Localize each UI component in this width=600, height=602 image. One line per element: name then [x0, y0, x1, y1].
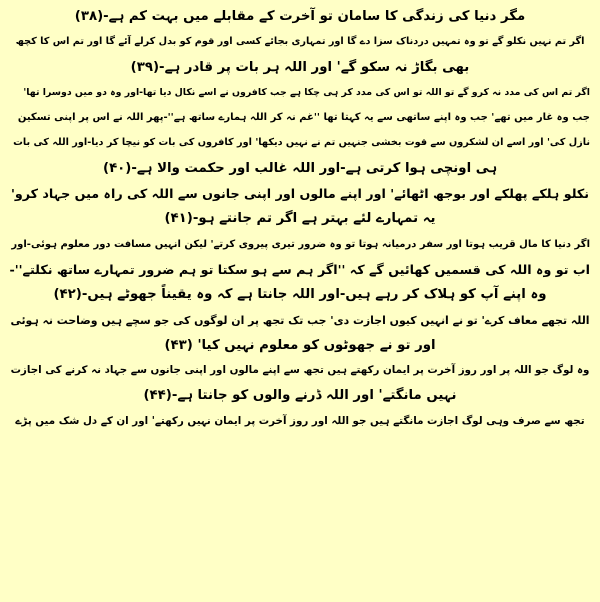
verse-line: تجھ سے صرف وہی لوگ اجازت مانگتے ہیں جو اللہ اور روز آخرت پر ایمان نہیں رکھتے' اور ان کے دل شک میں پڑے [15, 414, 585, 427]
verse-line: اگر تم نہیں نکلو گے تو وہ تمہیں دردناک سزا دے گا اور تمہاری بجائے کسی اور قوم کو بدل کرلے آئے گا اور تم اس کا کچھ [15, 36, 585, 48]
verse-line: اگر تم اس کی مدد نہ کرو گے تو اللہ تو اس کی مدد کر ہی چکا ہے جب کافروں نے اسے نکال دیا تھا-اور وہ دو میں دوسرا تھا' [23, 86, 590, 98]
verse-line: مگر دنیا کی زندگی کا سامان تو آخرت کے مقابلے میں بہت کم ہے-(۳۸) [74, 9, 526, 24]
verse-line: وہ لوگ جو اللہ پر اور روز آخرت پر ایمان رکھتے ہیں تجھ سے اپنے مالوں اور اپنی جانوں سے جہاد نہ کرنے کی اجازت [10, 364, 590, 377]
verse-line: اللہ تجھے معاف کرے' تو نے انہیں کیوں اجازت دی' جب تک تجھ پر ان لوگوں کی جو سچے ہیں وضاحت نہ ہوئی [10, 313, 590, 327]
verse-line: اب تو وہ اللہ کی قسمیں کھائیں گے کہ ''اگر ہم سے ہو سکتا تو ہم ضرور تمہارے ساتھ نکلتے''- [10, 261, 590, 277]
verse-line: اگر دنیا کا مال قریب ہوتا اور سفر درمیانہ ہوتا تو وہ ضرور تیری پیروی کرتے' لیکن انہیں مسافت دور معلوم ہوئی-اور [11, 238, 590, 250]
verse-line: نہیں مانگتے' اور اللہ ڈرنے والوں کو جانتا ہے-(۴۴) [143, 388, 457, 404]
verse-line: وہ اپنے آپ کو ہلاک کر رہے ہیں-اور اللہ جانتا ہے کہ وہ یقیناً جھوٹے ہیں-(۴۲) [53, 287, 547, 303]
verse-line: جب وہ غار میں تھے' جب وہ اپنے ساتھی سے یہ کہتا تھا ''غم نہ کر اللہ ہمارے ساتھ ہے''-پھر اللہ نے اس پر اپنی تسکین [17, 112, 590, 124]
verse-line: ہی اونچی ہوا کرتی ہے-اور اللہ غالب اور حکمت والا ہے-(۴۰) [102, 160, 497, 176]
verse-line: نازل کی' اور اسے ان لشکروں سے قوت بخشی جنہیں تم نے نہیں دیکھا' اور کافروں کی بات کو نیچا کر دیا-اور اللہ کی بات [13, 137, 590, 149]
verse-line: نکلو ہلکے پھلکے اور بوجھ اٹھائے' اور اپنے مالوں اور اپنی جانوں سے اللہ کی راہ میں جہاد کرو' [10, 186, 590, 202]
verse-line: اور تو نے جھوٹوں کو معلوم نہیں کیا' (۴۳) [164, 337, 436, 353]
verse-line: بھی بگاڑ نہ سکو گے' اور اللہ ہر بات پر قادر ہے-(۳۹) [130, 59, 470, 75]
verse-line: یہ تمہارے لئے بہتر ہے اگر تم جانتے ہو-(۴۱) [164, 211, 436, 227]
